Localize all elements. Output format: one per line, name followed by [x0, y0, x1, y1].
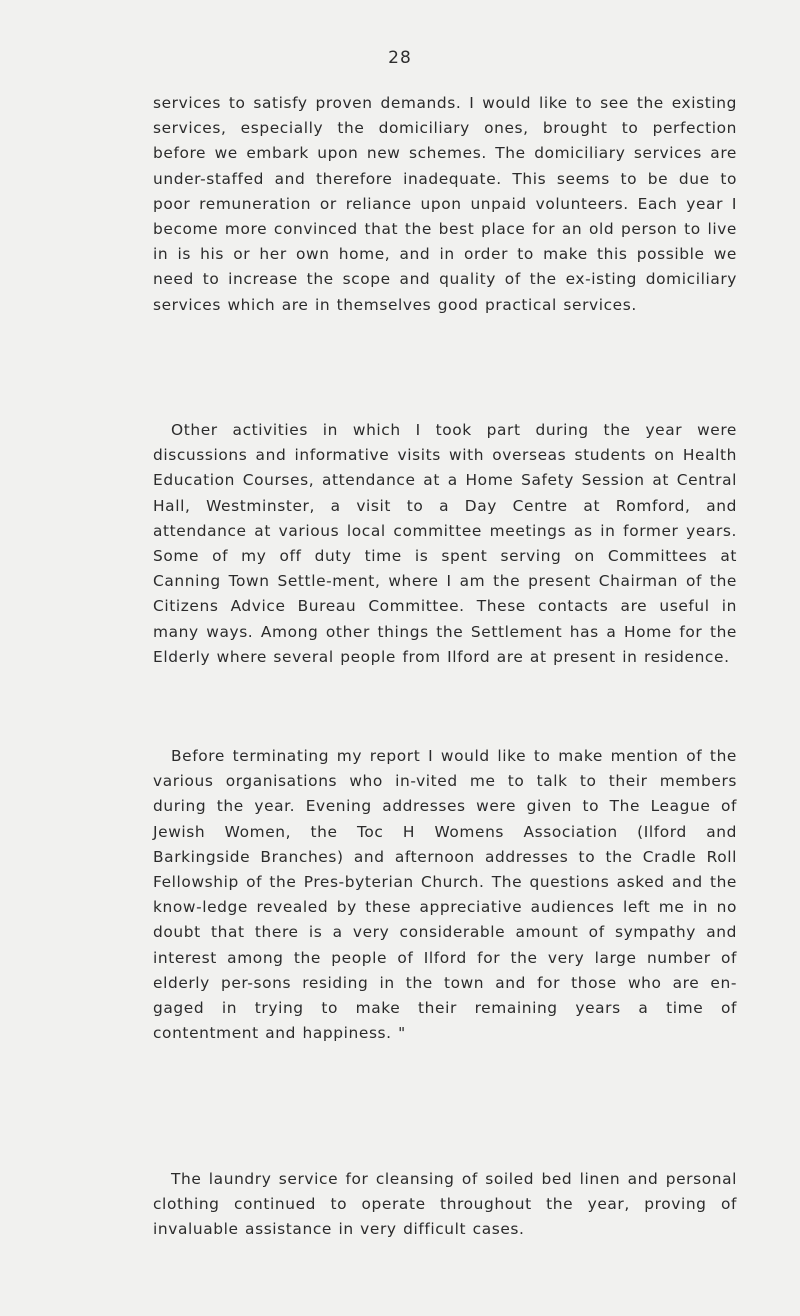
paragraph-other-activities: [153, 418, 737, 670]
paragraph-text: The laundry service for cleansing of soiled bed linen and personal clothing continued to operate throughout the year, proving of invaluable assistance in very difficult cases.: [153, 1170, 737, 1239]
paragraph-continuation: [153, 91, 737, 318]
paragraph-laundry-service: [153, 1167, 737, 1243]
paragraph-text: services to satisfy proven demands. I would like to see the existing services, especially the domiciliary ones, brought to perfection before we embark upon new schemes. The domiciliary services are under-staffed and therefore inadequate. This seems to be due to poor remuneration or reliance upon unpaid volunteers. Each year I become more convinced that the best place for an old person to live in is his or her own home, and in order to make this possible we need to increase the scope and quality of the ex-isting domiciliary services which are in themselves good practical services.: [153, 94, 737, 314]
paragraph-text: Other activities in which I took part during the year were discussions and informative visits with overseas students on Health Education Courses, attendance at a Home Safety Session at Central Hall, Westminster, a visit to a Day Centre at Romford, and attendance at various local committee meetings as in former years. Some of my off duty time is spent serving on Committees at Canning Town Settle-ment, where I am the present Chairman of the Citizens Advice Bureau Committee. These contacts are useful in many ways. Among other things the Settlement has a Home for the Elderly where several people from Ilford are at present in residence.: [153, 421, 737, 666]
paragraph-organisations: [153, 744, 737, 1046]
paragraph-text: Before terminating my report I would like to make mention of the various organisations who in-vited me to talk to their members during the year. Evening addresses were given to The League of Jewish Women, the Toc H Womens Association (Ilford and Barkingside Branches) and afternoon addresses to the Cradle Roll Fellowship of the Pres-byterian Church. The questions asked and the know-ledge revealed by these appreciative audiences left me in no doubt that there is a very considerable amount of sympathy and interest among the people of Ilford for the very large number of elderly per-sons residing in the town and for those who are en-gaged in trying to make their remaining years a time of contentment and happiness. ": [153, 747, 737, 1043]
page-number: 28: [388, 48, 412, 68]
